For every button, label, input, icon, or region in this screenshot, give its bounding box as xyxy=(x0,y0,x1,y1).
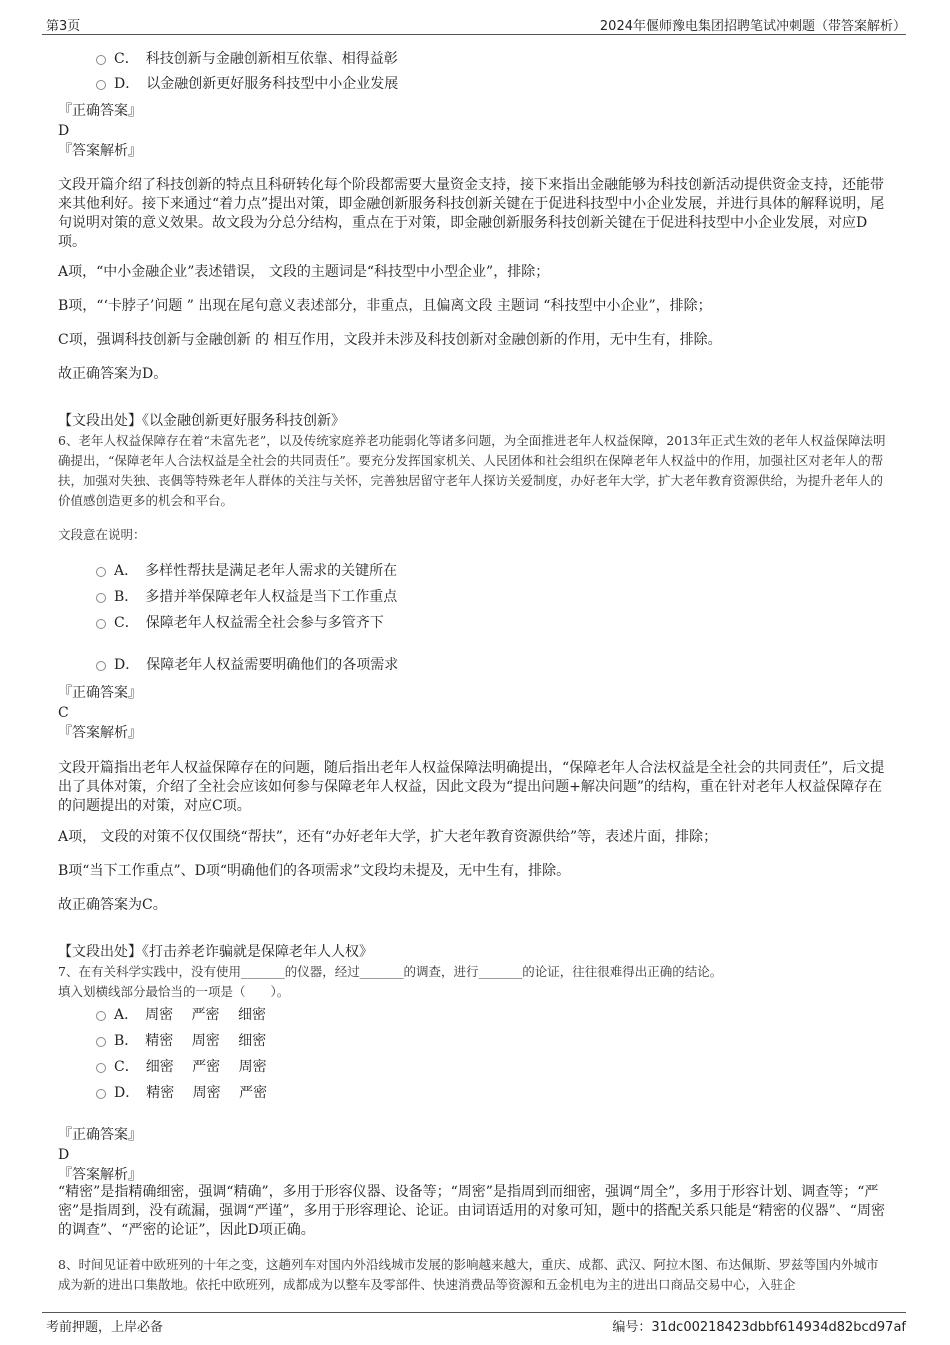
q6-option-d[interactable]: D． 保障老年人权益需要明确他们的各项需求 xyxy=(96,656,398,674)
q6-option-a-analysis: A项， 文段的对策不仅仅围绕“帮扶”，还有“办好老年大学，扩大老年教育资源供给”等，表述片面，排除； xyxy=(58,829,718,845)
q5-source: 【文段出处】《以金融创新更好服务科技创新》 xyxy=(58,413,345,429)
q8-stem: 8、时间见证着中欧班列的十年之变，这趟列车对国内外沿线城市发展的影响越来越大，重庆、成都、武汉、阿拉木图、布达佩斯、罗兹等国内外城市成为新的进出口集散地。依托中欧班列，成都成为以整车及零部件、快速消费品等资源和五金机电为主的进出口商品交易中心，入驻企 xyxy=(58,1257,879,1292)
q5-option-c[interactable]: C． 科技创新与金融创新相互依靠、相得益彰 xyxy=(96,50,398,68)
answer-value: C xyxy=(58,705,69,721)
q5-option-b-analysis: B项，“‘卡脖子’问题 ” 出现在尾句意义表述部分，非重点，且偏离文段 主题词 “科技型中小企业”，排除； xyxy=(58,298,712,314)
page-number: 第3页 xyxy=(46,19,81,34)
radio-icon[interactable] xyxy=(96,1063,106,1073)
footer-slogan: 考前押题，上岸必备 xyxy=(46,1320,164,1335)
q6-option-bd-analysis: B项“当下工作重点”、D项“明确他们的各项需求”文段均未提及，无中生有，排除。 xyxy=(58,863,571,879)
answer-label: 『正确答案』 xyxy=(58,103,142,119)
radio-icon[interactable] xyxy=(96,593,106,603)
q5-option-c-analysis: C项，强调科技创新与金融创新 的 相互作用，文段并未涉及科技创新对金融创新的作用，无中生有，排除。 xyxy=(58,332,722,348)
q5-option-d[interactable]: D． 以金融创新更好服务科技型中小企业发展 xyxy=(96,75,398,93)
document-title: 2024年偃师豫电集团招聘笔试冲刺题（带答案解析） xyxy=(599,19,906,34)
q7-option-d[interactable]: D． 精密 周密 严密 xyxy=(96,1084,267,1102)
answer-label: 『正确答案』 xyxy=(58,1127,142,1143)
q6-conclusion: 故正确答案为C。 xyxy=(58,897,167,913)
q6-option-a[interactable]: A． 多样性帮扶是满足老年人需求的关键所在 xyxy=(96,562,397,580)
q7-option-c[interactable]: C． 细密 严密 周密 xyxy=(96,1058,267,1076)
analysis-label: 『答案解析』 xyxy=(58,725,142,741)
answer-label: 『正确答案』 xyxy=(58,685,142,701)
q5-analysis: 文段开篇介绍了科技创新的特点且科研转化每个阶段都需要大量资金支持，接下来指出金融能够为科技创新活动提供资金支持，还能带来其他利好。接下来通过“着力点”提出对策，即金融创新服务科技创新关键在于促进科技型中小企业发展，并进行具体的解释说明，尾句说明对策的意义效果。故文段为分总分结构，重点在于对策，即金融创新服务科技创新关键在于促进科技型中小企业发展，对应D项。 xyxy=(58,177,885,250)
radio-icon[interactable] xyxy=(96,1089,106,1099)
q5-conclusion: 故正确答案为D。 xyxy=(58,366,168,382)
radio-icon[interactable] xyxy=(96,661,106,671)
q6-prompt: 文段意在说明： xyxy=(58,527,146,542)
q6-option-c[interactable]: C． 保障老年人权益需全社会参与多管齐下 xyxy=(96,614,384,632)
page-footer xyxy=(42,1312,906,1335)
q7-option-a[interactable]: A． 周密 严密 细密 xyxy=(96,1006,266,1024)
q6-analysis: 文段开篇指出老年人权益保障存在的问题，随后指出老年人权益保障法明确提出，“保障老年人合法权益是全社会的共同责任”，后文提出了具体对策，介绍了全社会应该如何参与保障老年人权益，因此文段为“提出问题+解决问题”的结构，重在针对老年人权益保障存在的问题提出的对策，对应C项。 xyxy=(58,760,885,814)
q5-answer-block xyxy=(58,101,888,161)
radio-icon[interactable] xyxy=(96,619,106,629)
q7-stem: 7、在有关科学实践中，没有使用_______的仪器，经过_______的调查，进行_______的论证，往往很难得出正确的结论。 xyxy=(58,964,723,979)
q7-prompt: 填入划横线部分最恰当的一项是（ ）。 xyxy=(58,984,290,999)
q7-answer-block xyxy=(58,1125,888,1185)
analysis-label: 『答案解析』 xyxy=(58,143,142,159)
answer-value: D xyxy=(58,1147,70,1163)
radio-icon[interactable] xyxy=(96,80,106,90)
q7-analysis: “精密”是指精确细密，强调“精确”，多用于形容仪器、设备等；“周密”是指周到而细密，强调“周全”，多用于形容计划、调查等；“严密”是指周到，没有疏漏，强调“严谨”，多用于形容理论、论证。由词语适用的对象可知，题中的搭配关系只能是“精密的仪器”、“周密的调查”、“严密的论证”，因此D项正确。 xyxy=(58,1184,885,1238)
document-id: 编号：31dc00218423dbbf614934d82bcd97af xyxy=(612,1320,906,1335)
q6-option-b[interactable]: B． 多措并举保障老年人权益是当下工作重点 xyxy=(96,588,397,606)
q6-answer-block xyxy=(58,683,888,743)
q6-stem: 6、老年人权益保障存在着“未富先老”，以及传统家庭养老功能弱化等诸多问题，为全面推进老年人权益保障，2013年正式生效的老年人权益保障法明确提出，“保障老年人合法权益是全社会的共同责任”。要充分发挥国家机关、人民团体和社会组织在保障老年人权益中的作用，加强社区对老年人的帮扶，加强对失独、丧偶等特殊老年人群体的关注与关怀，完善独居留守老年人探访关爱制度，办好老年大学，扩大老年教育资源供给，为提升老年人的价值感创造更多的机会和平台。 xyxy=(58,433,886,508)
q6-source: 【文段出处】《打击养老诈骗就是保障老年人人权》 xyxy=(58,944,373,960)
q7-option-b[interactable]: B． 精密 周密 细密 xyxy=(96,1032,266,1050)
analysis-label: 『答案解析』 xyxy=(58,1167,142,1183)
answer-value: D xyxy=(58,123,70,139)
radio-icon[interactable] xyxy=(96,567,106,577)
page-header xyxy=(42,12,906,35)
radio-icon[interactable] xyxy=(96,1011,106,1021)
radio-icon[interactable] xyxy=(96,1037,106,1047)
q5-option-a-analysis: A项，“中小金融企业”表述错误， 文段的主题词是“科技型中小型企业”，排除； xyxy=(58,264,550,280)
radio-icon[interactable] xyxy=(96,55,106,65)
